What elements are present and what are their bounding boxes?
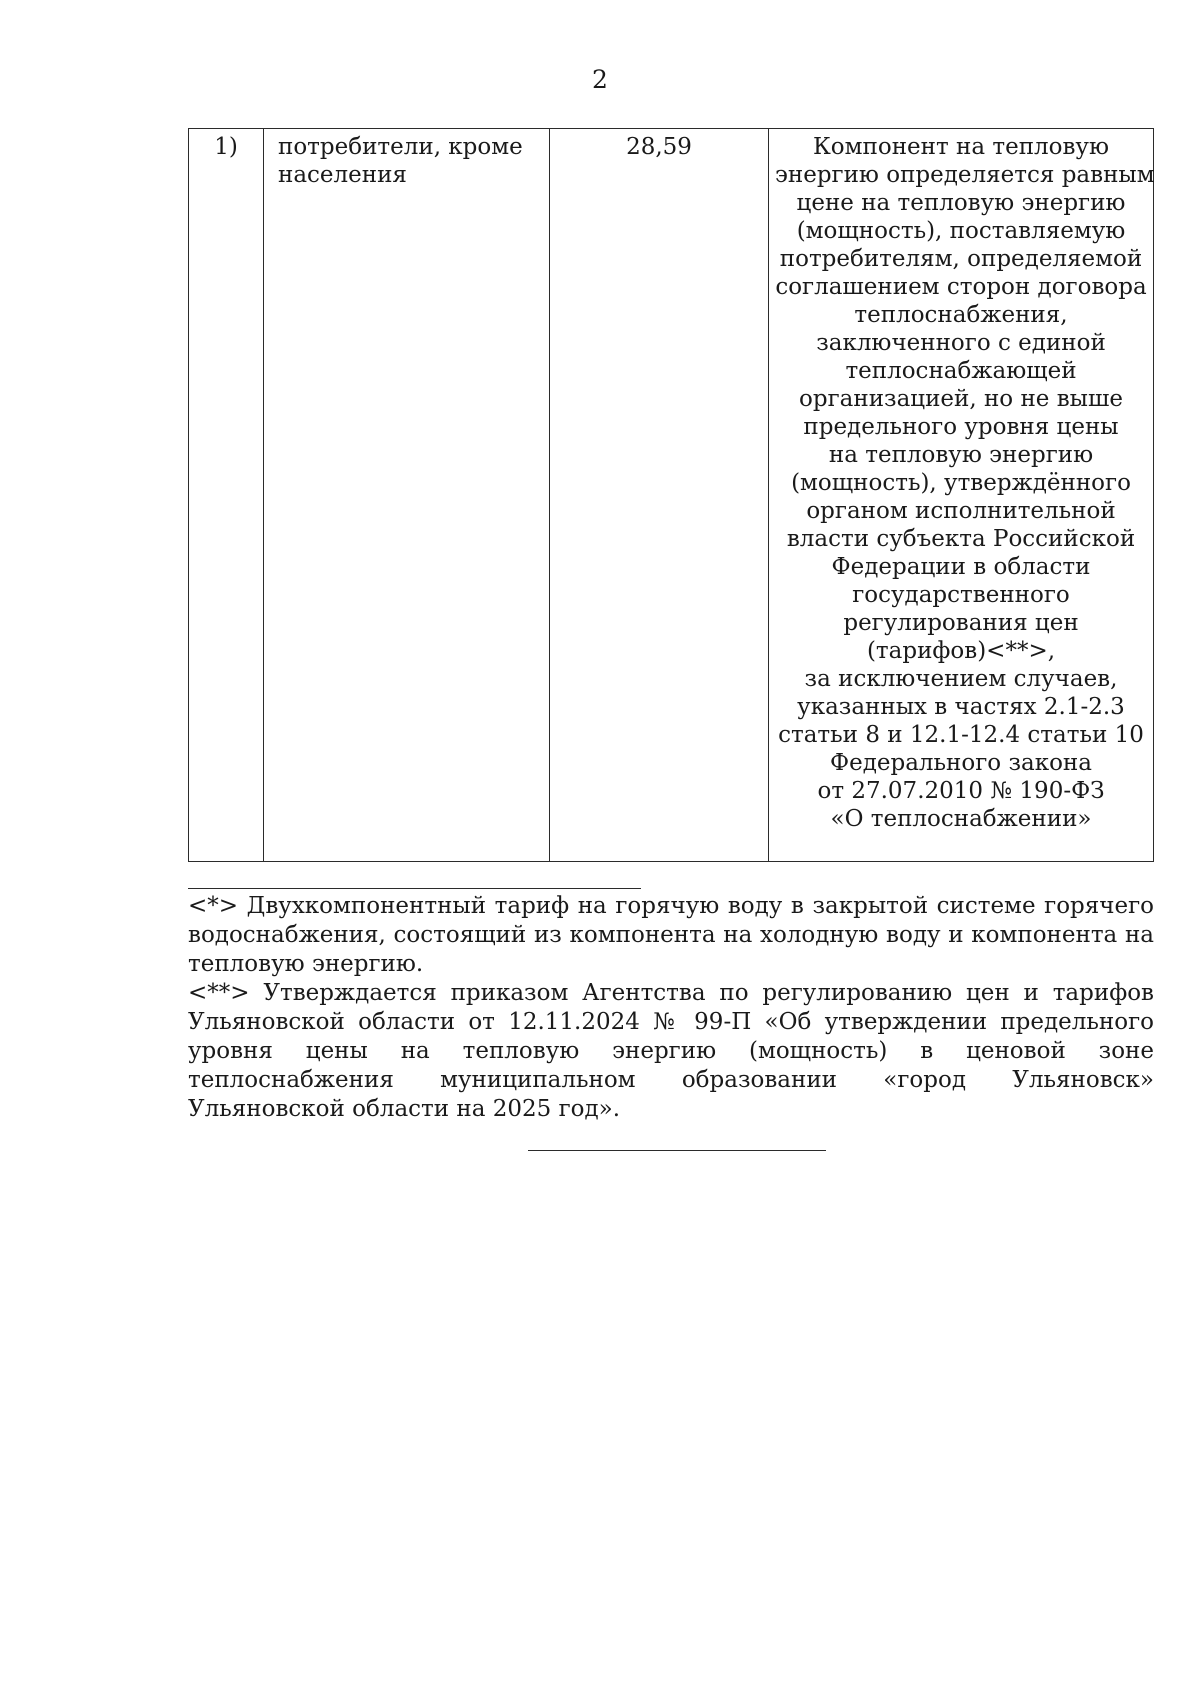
note-line: потребителям, определяемой: [779, 246, 1143, 272]
end-divider: [528, 1150, 826, 1151]
note-line: Компонент на тепловую: [812, 134, 1109, 160]
note-line: власти субъекта Российской: [786, 526, 1136, 552]
footnote-double-star: <**> Утверждается приказом Агентства по регулированию цен и тарифов Ульяновской области от 12.11.2024 № 99-П «Об утверждении предельного уровня цены на тепловую энергию (мощность) в ценовой зоне теплоснабжения муниципальном образовании «город Ульяновск» Ульяновской области на 2025 год».: [188, 980, 1154, 1122]
note-line: предельного уровня цены: [803, 414, 1119, 440]
note-line: регулирования цен: [843, 610, 1079, 636]
note-line: за исключением случаев,: [804, 666, 1118, 692]
tariff-note: [769, 129, 1154, 862]
page-number: 2: [592, 65, 608, 94]
note-line: Федерации в области: [831, 554, 1091, 580]
note-line: теплоснабжающей: [845, 358, 1077, 384]
note-line: (мощность), утверждённого: [791, 470, 1131, 496]
note-line: статьи 8 и 12.1-12.4 статьи 10: [778, 722, 1144, 748]
table-row: [189, 129, 1154, 862]
note-line: от 27.07.2010 № 190-ФЗ: [817, 778, 1105, 804]
row-number: 1): [189, 129, 264, 862]
note-line: соглашением сторон договора: [775, 274, 1147, 300]
note-line: (мощность), поставляемую: [796, 218, 1126, 244]
note-line: энергию определяется равным: [775, 162, 1155, 188]
tariff-value: 28,59: [550, 129, 769, 862]
note-line: цене на тепловую энергию: [796, 190, 1126, 216]
note-line: заключенного с единой: [816, 330, 1106, 356]
note-line: органом исполнительной: [806, 498, 1116, 524]
footnote-single-star: <*> Двухкомпонентный тариф на горячую воду в закрытой системе горячего водоснабжения, состоящий из компонента на холодную воду и компонента на тепловую энергию.: [188, 893, 1154, 977]
footnotes: [188, 892, 1154, 1124]
note-line: указанных в частях 2.1-2.3: [797, 694, 1125, 720]
tariff-table: [188, 128, 1154, 862]
note-line: Федерального закона: [830, 750, 1092, 776]
note-line: государственного: [852, 582, 1070, 608]
consumer-category: потребители, кроме населения: [264, 129, 550, 862]
footnote-divider: [188, 888, 641, 889]
note-line: организацией, но не выше: [799, 386, 1123, 412]
note-line: теплоснабжения,: [854, 302, 1068, 328]
note-line: (тарифов)<**>,: [866, 638, 1056, 664]
note-line: «О теплоснабжении»: [830, 806, 1092, 832]
note-line: на тепловую энергию: [828, 442, 1094, 468]
